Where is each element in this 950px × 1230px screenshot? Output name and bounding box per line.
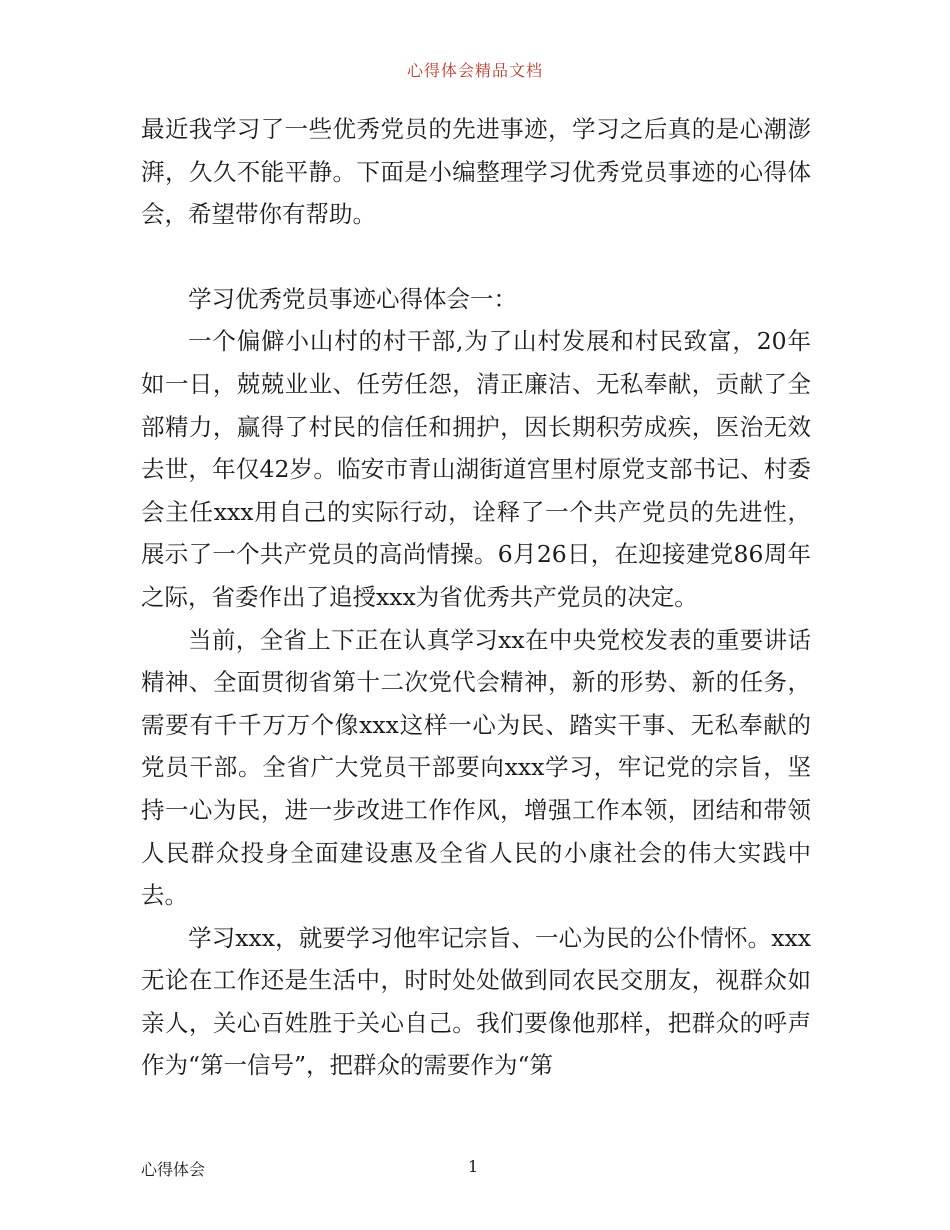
intro-paragraph: 最近我学习了一些优秀党员的先进事迹，学习之后真的是心潮澎湃，久久不能平静。下面是小编整理学习优秀党员事迹的心得体会，希望带你有帮助。 [141, 115, 811, 229]
body-paragraph-3: 学习xxx，就要学习他牢记宗旨、一心为民的公仆情怀。xxx无论在工作还是生活中，时时处处做到同农民交朋友，视群众如亲人，关心百姓胜于关心自己。我们要像他那样，把群众的呼声作为“第一信号”，把群众的需要作为“第 [141, 923, 811, 1080]
body-paragraph-1: 一个偏僻小山村的村干部,为了山村发展和村民致富，20年如一日，兢兢业业、任劳任怨，清正廉洁、无私奉献，贡献了全部精力，赢得了村民的信任和拥护，因长期积劳成疾，医治无效去世，年仅42岁。临安市青山湖街道宫里村原党支部书记、村委会主任xxx用自己的实际行动，诠释了一个共产党员的先进性，展示了一个共产党员的高尚情操。6月26日，在迎接建党86周年之际，省委作出了追授xxx为省优秀共产党员的决定。 [141, 327, 811, 611]
body-paragraph-2: 当前，全省上下正在认真学习xx在中央党校发表的重要讲话精神、全面贯彻省第十二次党代会精神，新的形势、新的任务，需要有千千万万个像xxx这样一心为民、踏实干事、无私奉献的党员干部。全省广大党员干部要向xxx学习，牢记党的宗旨，坚持一心为民，进一步改进工作作风，增强工作本领，团结和带领人民群众投身全面建设惠及全省人民的小康社会的伟大实践中去。 [141, 625, 811, 910]
page-header-title: 心得体会精品文档 [406, 61, 543, 80]
page-number: 1 [468, 1157, 479, 1176]
section-title: 学习优秀党员事迹心得体会一： [188, 284, 517, 313]
document-body [141, 108, 811, 1087]
footer-label: 心得体会 [141, 1160, 206, 1179]
